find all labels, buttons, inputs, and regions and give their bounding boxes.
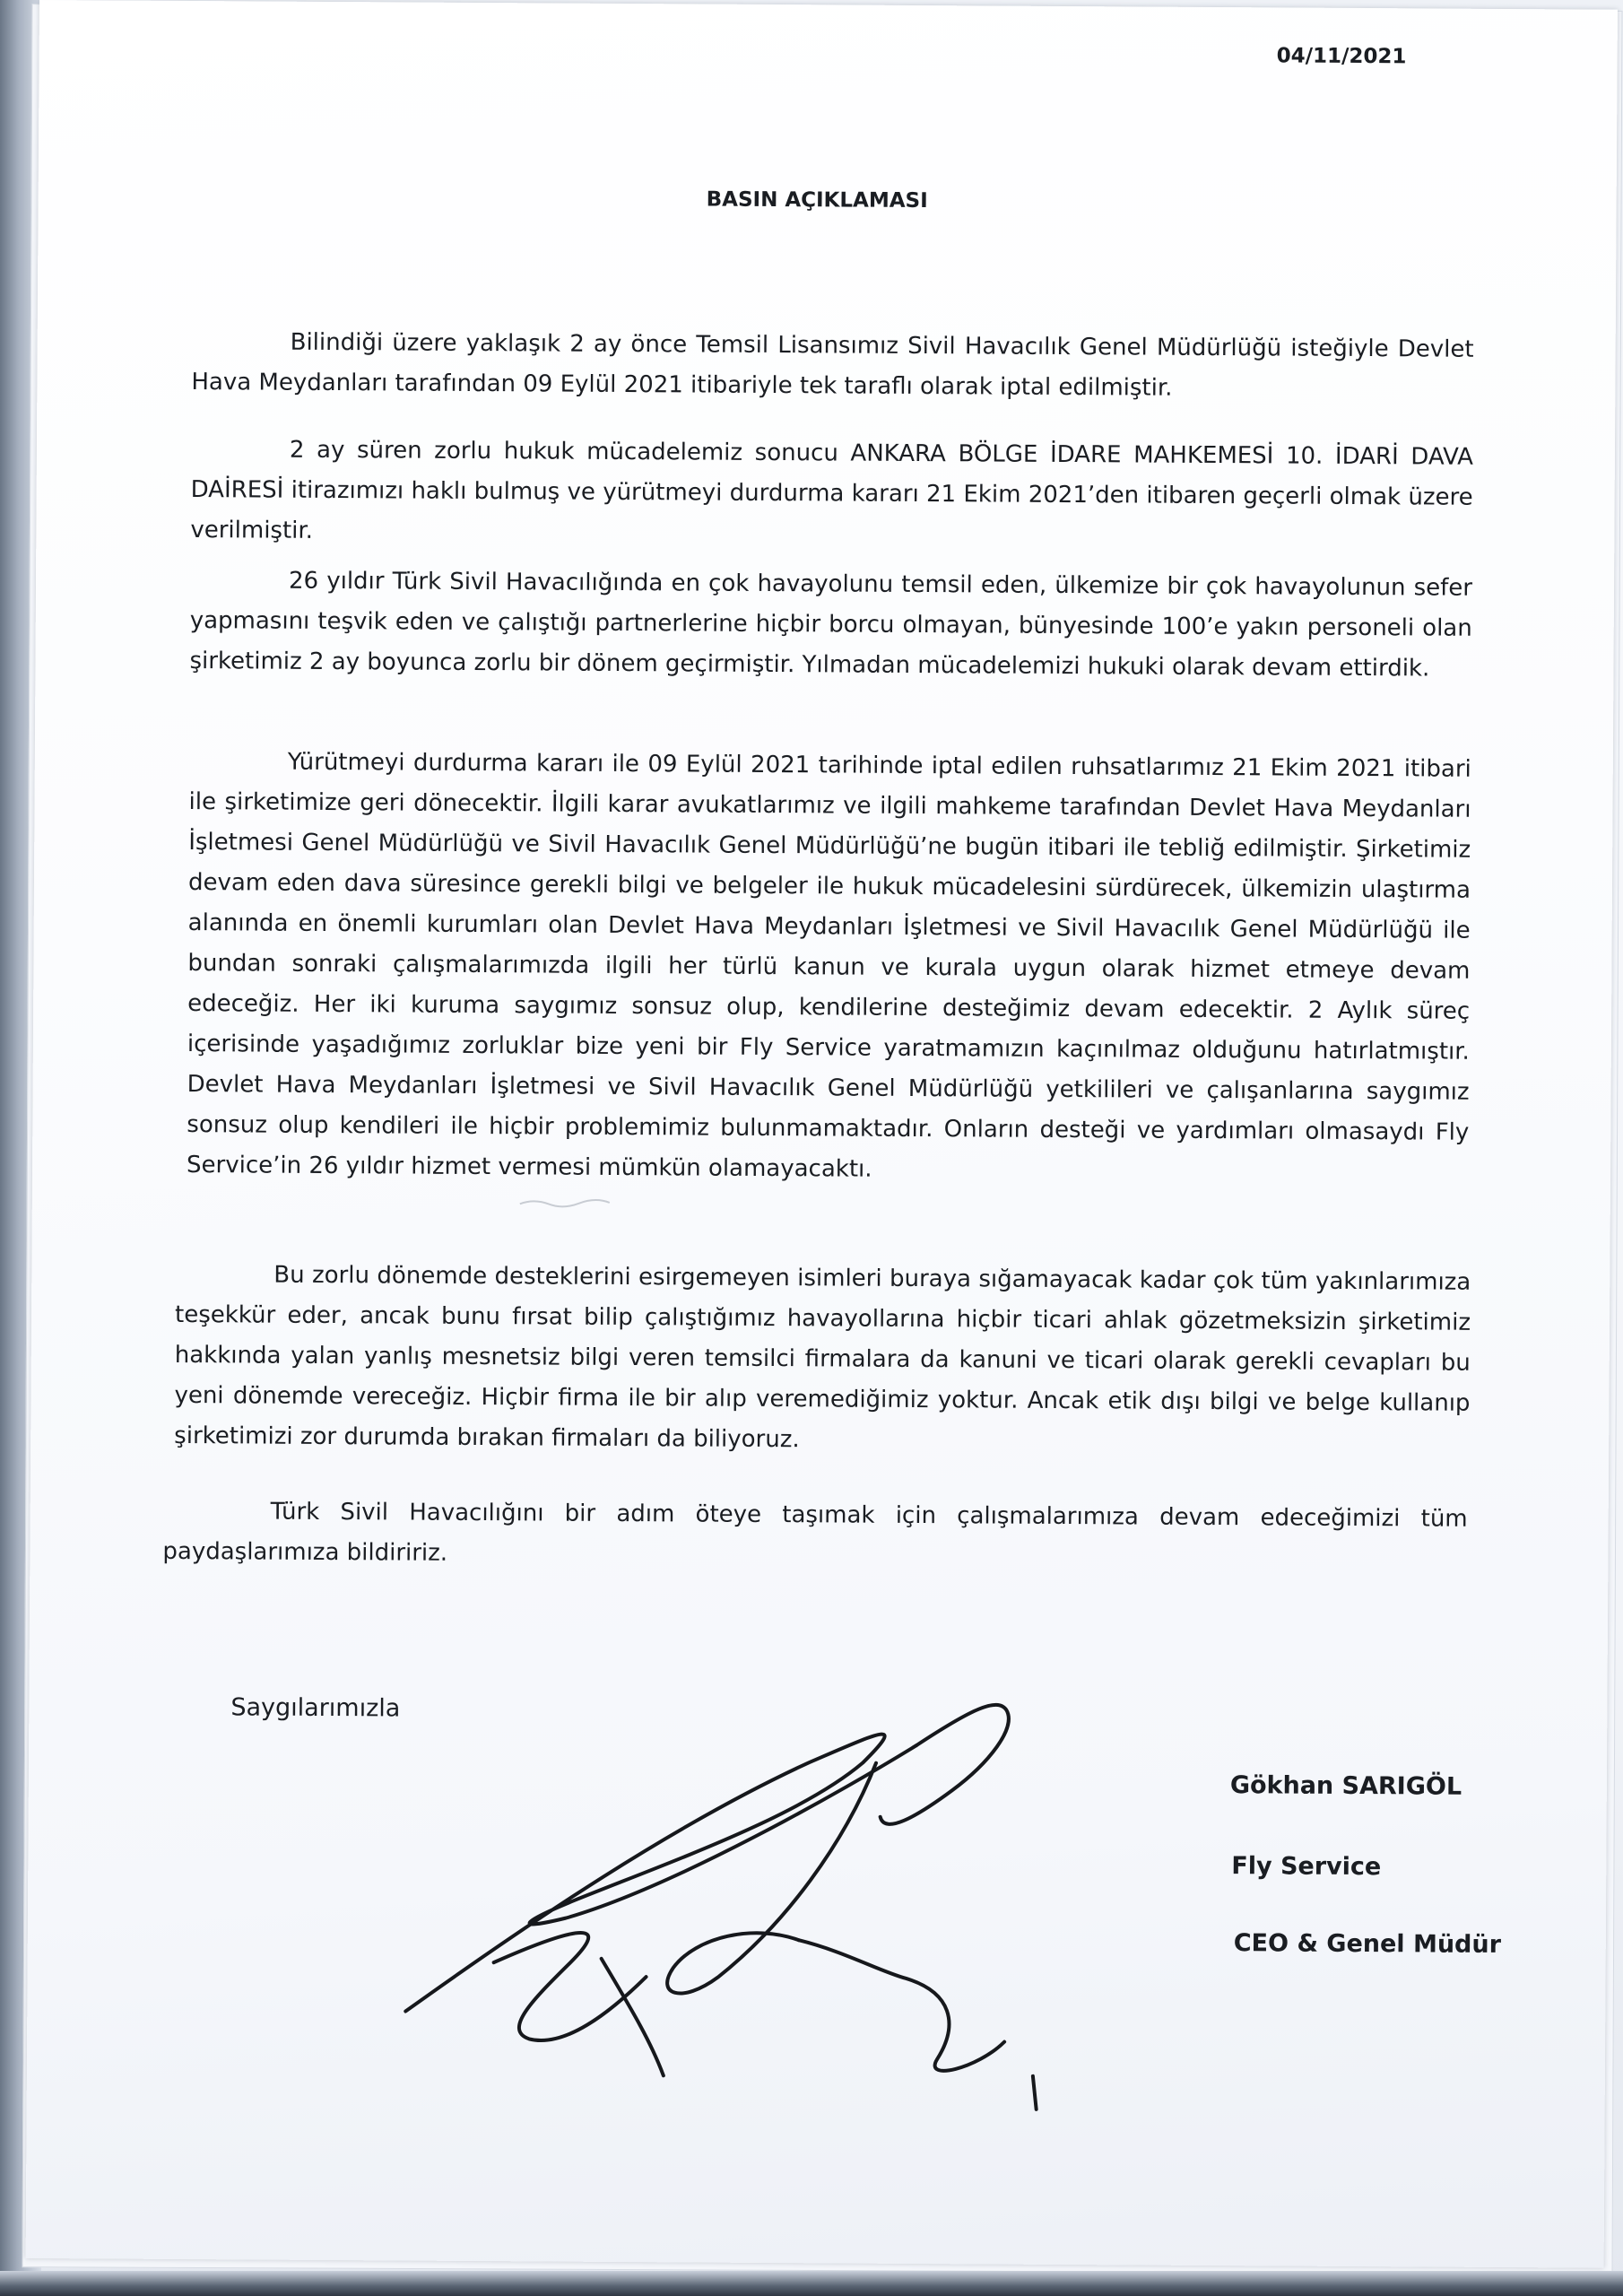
signature-image [377, 1652, 1115, 2123]
paragraph-3 [189, 561, 1472, 690]
paragraph-4 [187, 742, 1471, 1194]
paragraph-1 [191, 322, 1474, 411]
paragraph-6-text: Türk Sivil Havacılığını bir adım öteye taşımak için çalışmalarımıza devam edeceğimizi tüm paydaşlarımıza bildiririz. [162, 1498, 1468, 1567]
document-date: 04/11/2021 [1276, 44, 1407, 69]
document-title: BASIN AÇIKLAMASI [706, 187, 928, 213]
paragraph-4-text: Yürütmeyi durdurma kararı ile 09 Eylül 2021 tarihinde iptal edilen ruhsatlarımız 21 Ekim 2021 itibari ile şirketimize geri dönecektir. İlgili karar avukatlarımız ve ilgili mahkeme tarafından Devlet Hava Meydanları İşletmesi Genel Müdürlüğü ve Sivil Havacılık Genel Müdürlüğü’ne bugün itibari ile tebliğ edilmiştir. Şirketimiz devam eden dava süresince gerekli bilgi ve belgeler ile hukuk mücadelesini sürdürecek, ülkemizin ulaştırma alanında en önemli kurumları olan Devlet Hava Meydanları İşletmesi ve Sivil Havacılık Genel Müdürlüğü ile bundan sonraki çalışmalarımızda ilgili her türlü kanun ve kurala uygun olarak hizmet etmeye devam edeceğiz. Her iki kuruma saygımız sonsuz olup, kendilerine desteğimiz devam edecektir. 2 Aylık süreç içerisinde yaşadığımız zorluklar bize yeni bir Fly Service yaratmamızın kaçınılmaz olduğunu hatırlatmıştır. Devlet Hava Meydanları İşletmesi ve Sivil Havacılık Genel Müdürlüğü yetkilileri ve çalışanlarına saygımız sonsuz olup kendileri ile hiçbir problemimiz bulunmamaktadır. Onların desteği ve yardımları olmasaydı Fly Service’in 26 yıldır hizmet vermesi mümkün olamayacaktı. [186, 748, 1471, 1183]
signer-name: Gökhan SARIGÖL [1229, 1771, 1462, 1801]
press-release-page [26, 0, 1618, 2268]
signer-company: Fly Service [1231, 1852, 1382, 1882]
paragraph-1-text: Bilindiği üzere yaklaşık 2 ay önce Temsil Lisansımız Sivil Havacılık Genel Müdürlüğü isteğiyle Devlet Hava Meydanları tarafından 09 Eylül 2021 itibariyle tek taraflı olarak iptal edilmiştir. [191, 328, 1474, 402]
closing-salutation: Saygılarımızla [230, 1693, 401, 1723]
paragraph-5-text: Bu zorlu dönemde desteklerini esirgemeyen isimleri buraya sığamayacak kadar çok tüm yakınlarımıza teşekkür eder, ancak bunu fırsat bilip çalıştığımız havayollarına hiçbir ticari ahlak gözetmeksizin şirketimiz hakkında yalan yanlış mesnetsiz bilgi veren temsilci firmalara da kanuni ve ticari olarak gerekli cevapları bu yeni dönemde vereceğiz. Hiçbir firma ile bir alıp veremediğimiz yoktur. Ancak etik dışı bilgi ve belge kullanıp şirketimizi zor durumda bırakan firmaları da biliyoruz. [174, 1261, 1471, 1454]
paragraph-6 [162, 1492, 1468, 1580]
paragraph-2-text: 2 ay süren zorlu hukuk mücadelemiz sonucu ANKARA BÖLGE İDARE MAHKEMESİ 10. İDARİ DAVA DAİRESİ itirazımızı haklı bulmuş ve yürütmeyi durdurma kararı 21 Ekim 2021’den itibaren geçerli olmak üzere verilmiştir. [190, 436, 1474, 544]
signer-title: CEO & Genel Müdür [1233, 1929, 1502, 1959]
paragraph-5 [174, 1255, 1471, 1465]
paragraph-3-text: 26 yıldır Türk Sivil Havacılığında en çok havayolunu temsil eden, ülkemize bir çok havayolunun sefer yapmasını teşvik eden ve çalıştığı partnerlerine hiçbir borcu olmayan, bünyesinde 100’e yakın personeli olan şirketimiz 2 ay boyunca zorlu bir dönem geçirmiştir. Yılmadan mücadelemizi hukuki olarak devam ettirdik. [189, 567, 1473, 683]
background-bottom-edge [0, 2271, 1623, 2296]
paragraph-2 [190, 430, 1473, 559]
faint-ink-mark [516, 1195, 615, 1212]
